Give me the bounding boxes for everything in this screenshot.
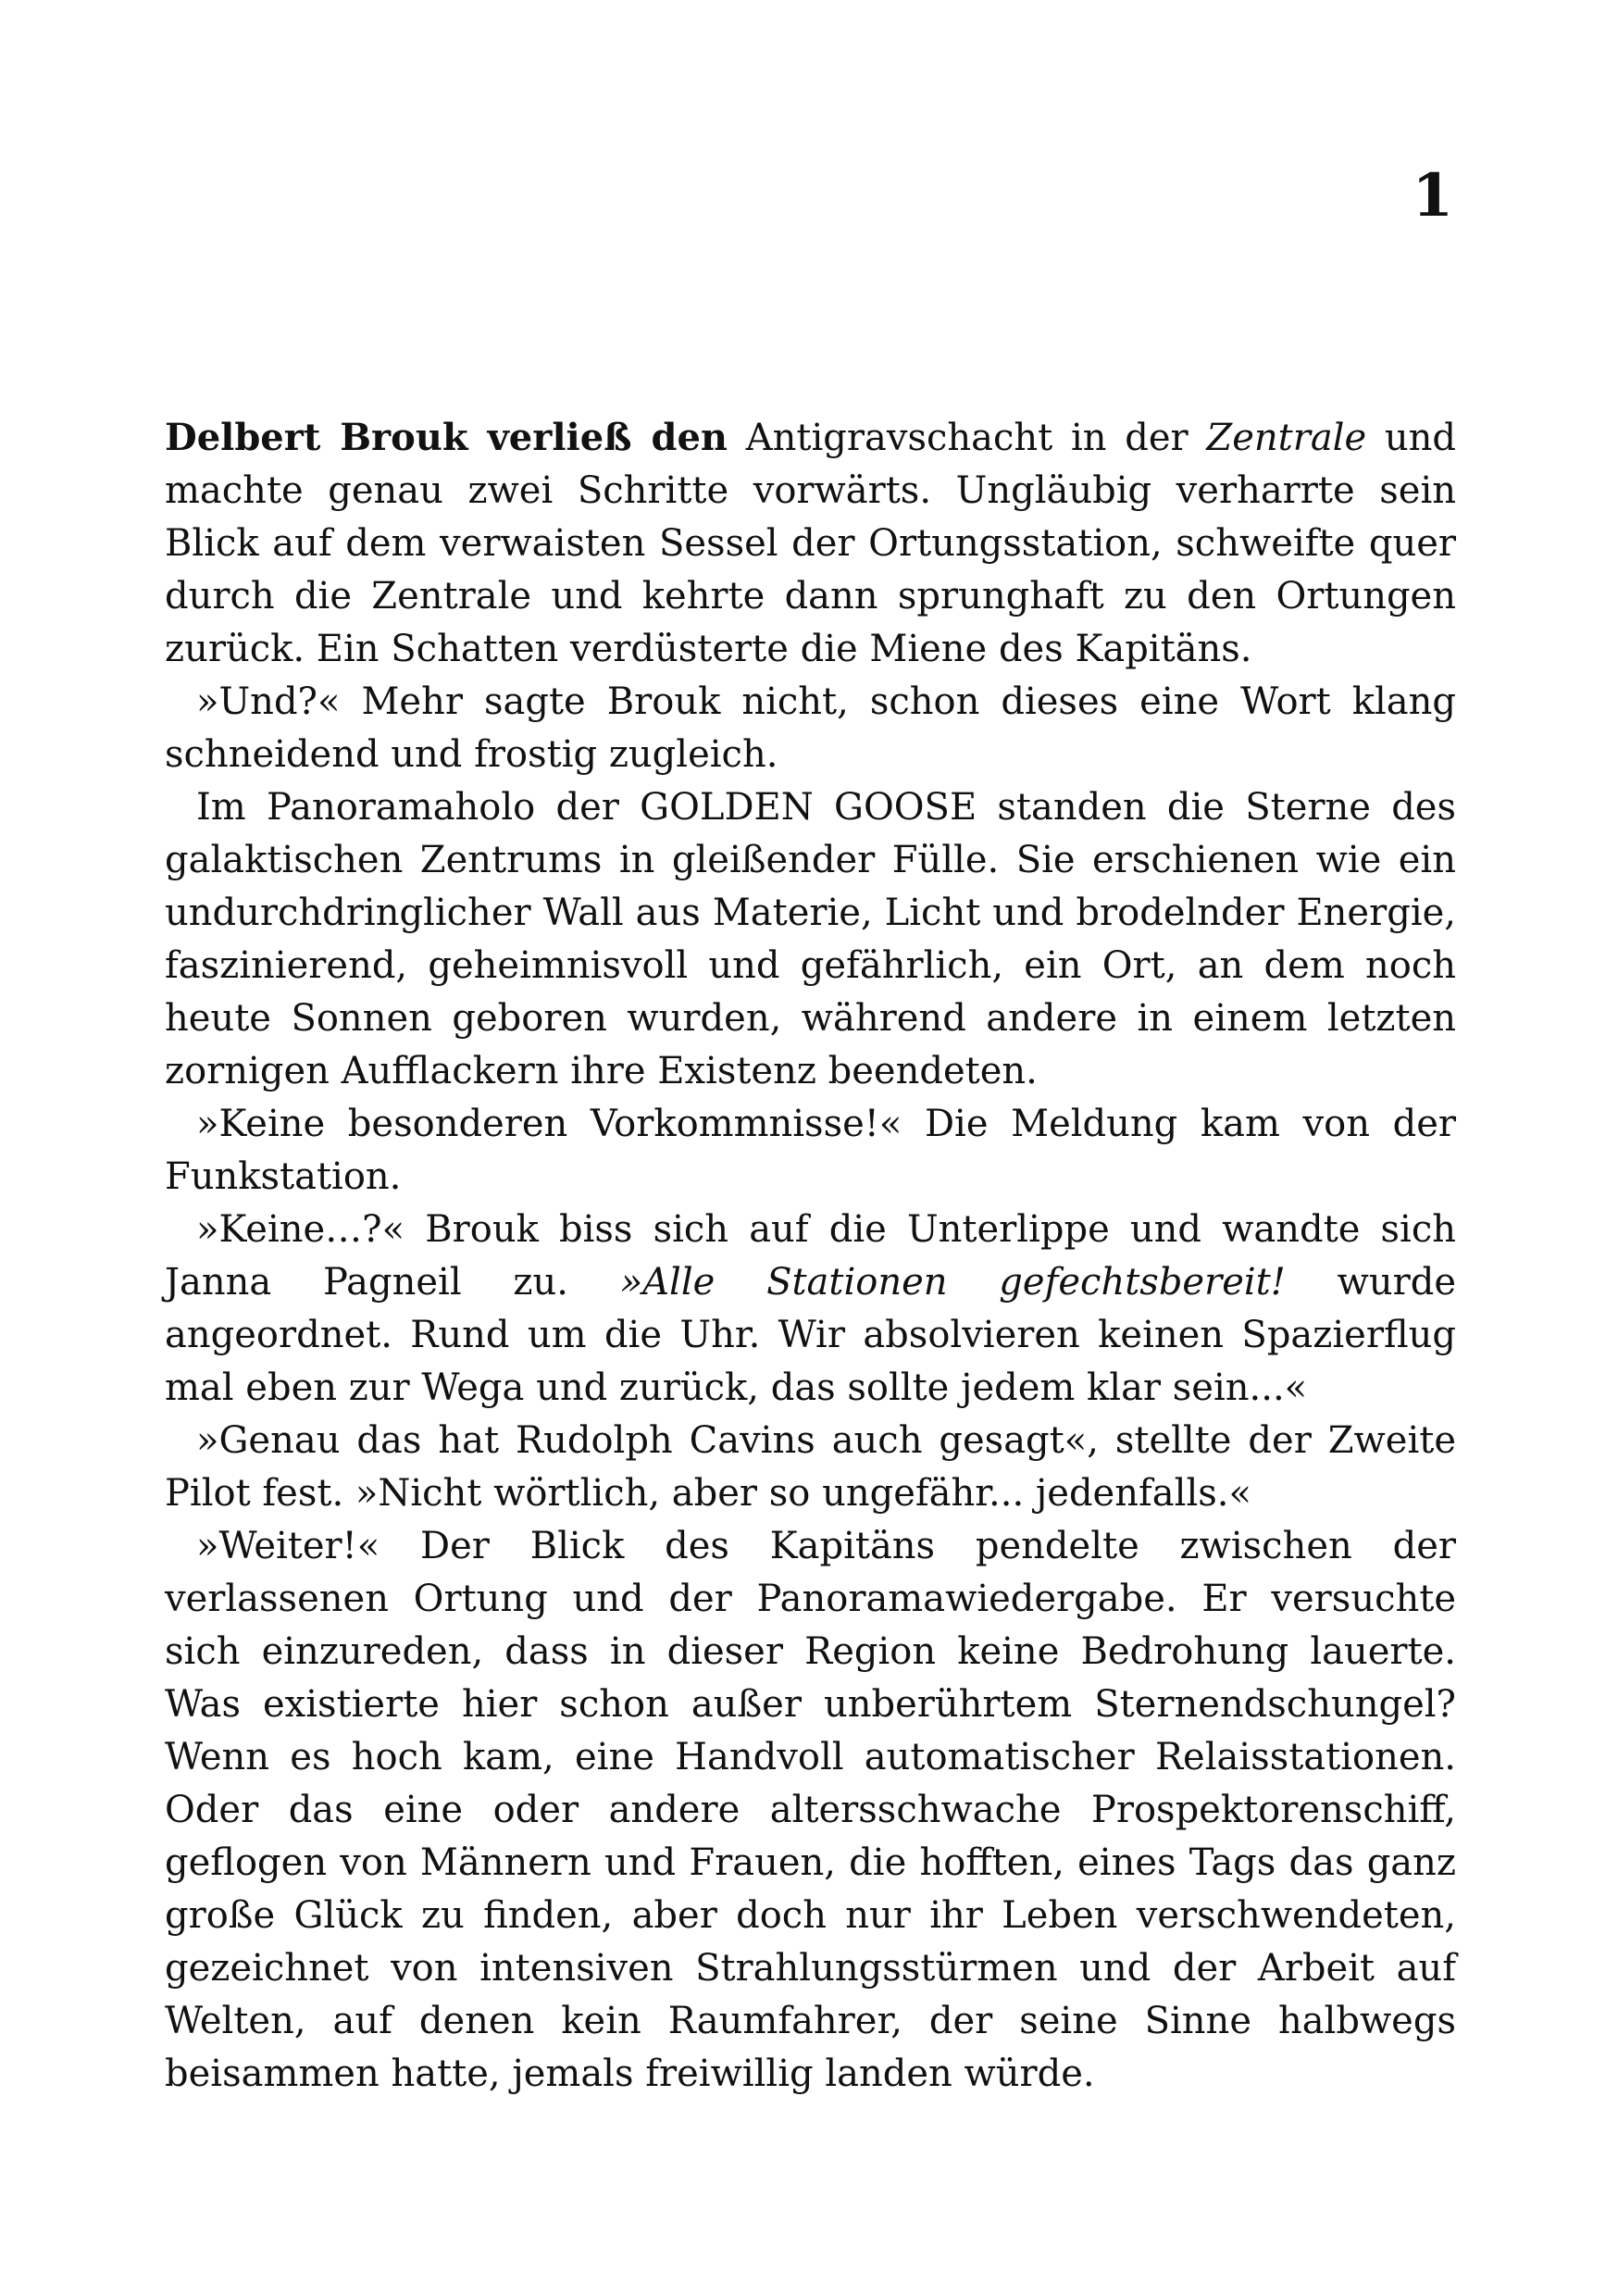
paragraph-4: »Keine besonderen Vorkommnisse!« Die Meldung kam von der Funkstation. <box>165 1103 1456 1198</box>
paragraph-6: »Genau das hat Rudolph Cavins auch gesagt«, stellte der Zweite Pilot fest. »Nicht wörtlich, aber so ungefähr... jedenfalls.« <box>165 1419 1456 1515</box>
paragraph-text: Antigravschacht in der <box>728 417 1207 459</box>
paragraph-emphasis: »Alle Stationen gefechtsbereit! <box>619 1261 1286 1304</box>
paragraph-7: »Weiter!« Der Blick des Kapitäns pendelte zwischen der verlassenen Ortung und der Panoramawiedergabe. Er versuchte sich einzureden, dass in dieser Region keine Bedrohung lauerte. Was existierte hier schon außer unberührtem Sternendschungel? Wenn es hoch kam, eine Handvoll automatischer Relaisstationen. Oder das eine oder andere altersschwache Prospektorenschiff, geflogen von Männern und Frauen, die hofften, eines Tags das ganz große Glück zu finden, aber doch nur ihr Leben verschwendeten, gezeichnet von intensiven Strahlungsstürmen und der Arbeit auf Welten, auf denen kein Raumfahrer, der seine Sinne halbwegs beisammen hatte, jemals freiwillig landen würde. <box>165 1525 1456 2095</box>
chapter-number: 1 <box>1412 161 1453 231</box>
paragraph-text: und machte genau zwei Schritte vorwärts. Ungläubig verharrte sein Blick auf dem verwaisten Sessel der Ortungsstation, schweifte quer durch die Zentrale und kehrte dann sprunghaft zu den Ortungen zurück. Ein Schatten verdüsterte die Miene des Kapitäns. <box>165 417 1457 670</box>
paragraph-3: Im Panoramaholo der GOLDEN GOOSE standen die Sterne des galaktischen Zentrums in gleißender Fülle. Sie erschienen wie ein undurchdringlicher Wall aus Materie, Licht und brodelnder Energie, faszinierend, geheimnisvoll und gefährlich, ein Ort, an dem noch heute Sonnen geboren wurden, während andere in einem letzten zornigen Aufflackern ihre Existenz beendeten. <box>165 786 1456 1092</box>
paragraph-lead-in: Delbert Brouk verließ den <box>165 416 728 459</box>
chapter-text <box>165 411 1456 2101</box>
paragraph-text: »Keine…?« Brouk biss sich auf die Unterlippe und wandte sich Janna Pagneil zu. <box>165 1208 1456 1304</box>
paragraph-5 <box>165 1204 1456 1415</box>
paragraph-1 <box>165 411 1456 676</box>
paragraph-emphasis: Zentrale <box>1206 417 1367 459</box>
paragraph-2: »Und?« Mehr sagte Brouk nicht, schon dieses eine Wort klang schneidend und frostig zugleich. <box>165 680 1456 776</box>
paragraph-text: wurde angeordnet. Rund um die Uhr. Wir absolvieren keinen Spazierflug mal eben zur Wega und zurück, das sollte jedem klar sein...« <box>165 1261 1456 1409</box>
